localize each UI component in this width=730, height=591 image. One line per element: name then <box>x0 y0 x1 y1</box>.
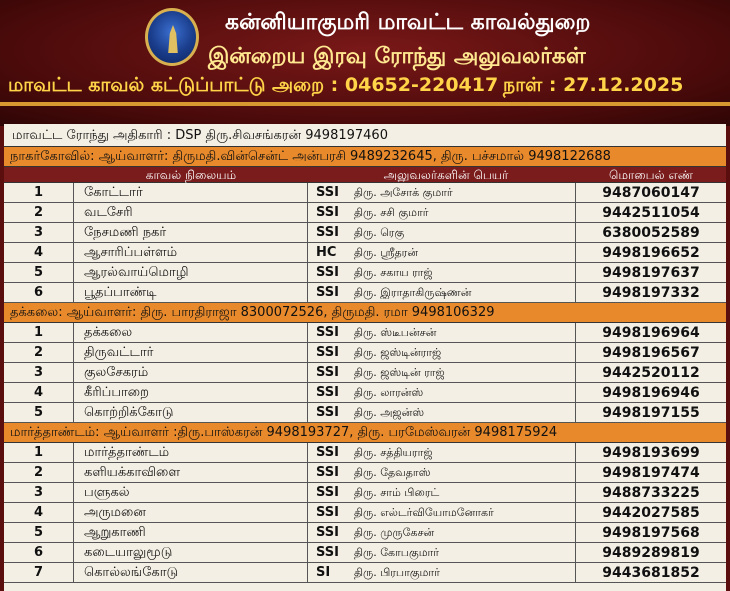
row-number: 2 <box>4 203 74 222</box>
officer-name: திரு. சாம் பிரைட் <box>354 486 440 499</box>
officer-cell <box>308 523 576 542</box>
police-station-name: தக்கலை <box>74 323 308 342</box>
officer-rank: SSI <box>316 545 339 560</box>
officer-cell <box>308 343 576 362</box>
table-row <box>4 363 726 383</box>
mobile-number: 9498196652 <box>602 245 700 261</box>
page-header <box>0 0 730 126</box>
row-number: 2 <box>4 463 74 482</box>
officer-name: திரு. தேவதாஸ் <box>354 466 431 479</box>
column-header-phone: மொபைல் எண் <box>609 168 693 182</box>
mobile-number: 9488733225 <box>602 485 700 501</box>
officer-cell <box>308 323 576 342</box>
district-police-title: கன்னியாகுமரி மாவட்ட காவல்துறை <box>225 10 591 35</box>
officer-cell <box>308 283 576 302</box>
officer-cell <box>308 563 576 582</box>
table-row <box>4 203 726 223</box>
police-station-name: கோட்டார் <box>74 183 308 202</box>
row-number: 4 <box>4 383 74 402</box>
officer-rank: SSI <box>316 525 339 540</box>
officer-cell <box>308 543 576 562</box>
mobile-number: 9498196567 <box>602 345 700 361</box>
officer-name: திரு. அஜன்ஸ் <box>354 406 425 419</box>
officer-name: திரு. சகாய ராஜ் <box>354 266 433 279</box>
police-station-name: வடசேரி <box>74 203 308 222</box>
officer-name: திரு. சசி குமார் <box>354 206 429 219</box>
police-station-name: கீரிப்பாறை <box>74 383 308 402</box>
officer-name: திரு. ஸ்ரீதரன் <box>354 246 419 259</box>
row-number: 4 <box>4 503 74 522</box>
officer-name: திரு. ஜஸ்டின்ராஜ் <box>354 346 442 359</box>
table-row <box>4 383 726 403</box>
officer-rank: SSI <box>316 505 339 520</box>
officer-cell <box>308 443 576 462</box>
officer-rank: SSI <box>316 485 339 500</box>
temple-tower-icon <box>165 25 181 53</box>
officer-name: திரு. இராதாகிருஷ்ணன் <box>354 286 472 299</box>
row-number: 4 <box>4 243 74 262</box>
row-number: 3 <box>4 483 74 502</box>
officer-cell <box>308 223 576 242</box>
officer-name: திரு. அசோக் குமார் <box>354 186 453 199</box>
police-station-name: ஆசாரிப்பள்ளம் <box>74 243 308 262</box>
report-date: நாள் : 27.12.2025 <box>503 74 684 96</box>
officer-rank: SSI <box>316 205 339 220</box>
officer-name: திரு. முருகேசன் <box>354 526 435 539</box>
officer-name: திரு. பிரபாகுமார் <box>354 566 440 579</box>
mobile-number: 9498193699 <box>602 445 700 461</box>
column-header-officer: அலுவலர்களின் பெயர் <box>383 168 509 182</box>
officer-rank: SSI <box>316 225 339 240</box>
mobile-number: 9489289819 <box>602 545 700 561</box>
officer-rank: SSI <box>316 385 339 400</box>
patrol-table <box>4 124 726 591</box>
mobile-number: 9498196946 <box>602 385 700 401</box>
police-emblem-icon <box>145 8 199 66</box>
police-station-name: மார்த்தாண்டம் <box>74 443 308 462</box>
row-number: 6 <box>4 283 74 302</box>
officer-cell <box>308 263 576 282</box>
officer-cell <box>308 483 576 502</box>
police-station-name: பூதப்பாண்டி <box>74 283 308 302</box>
police-station-name: ஆறுகாணி <box>74 523 308 542</box>
officer-name: திரு. ஜஸ்டின் ராஜ் <box>354 366 445 379</box>
officer-rank: SSI <box>316 325 339 340</box>
row-number: 6 <box>4 543 74 562</box>
officer-cell <box>308 203 576 222</box>
mobile-number: 9443681852 <box>602 565 700 581</box>
officer-rank: HC <box>316 245 337 260</box>
officer-cell <box>308 183 576 202</box>
table-row <box>4 443 726 463</box>
section-header: தக்கலை: ஆய்வாளர்: திரு. பாரதிராஜா 8300072526, திருமதி. ரமா 9498106329 <box>4 303 726 323</box>
row-number: 5 <box>4 403 74 422</box>
control-room-line <box>8 74 728 99</box>
row-number: 5 <box>4 523 74 542</box>
police-station-name: ஆரல்வாய்மொழி <box>74 263 308 282</box>
table-row <box>4 403 726 423</box>
officer-cell <box>308 383 576 402</box>
police-station-name: பளுகல் <box>74 483 308 502</box>
column-header-station: காவல் நிலையம் <box>145 168 237 182</box>
table-row <box>4 543 726 563</box>
row-number: 1 <box>4 443 74 462</box>
police-station-name: குலசேகரம் <box>74 363 308 382</box>
table-row <box>4 263 726 283</box>
officer-rank: SSI <box>316 445 339 460</box>
row-number: 5 <box>4 263 74 282</box>
officer-rank: SSI <box>316 265 339 280</box>
row-number: 1 <box>4 323 74 342</box>
police-station-name: களியக்காவிளை <box>74 463 308 482</box>
night-patrol-title: இன்றைய இரவு ரோந்து அலுவலர்கள் <box>208 44 586 69</box>
table-row <box>4 243 726 263</box>
table-row <box>4 343 726 363</box>
table-row <box>4 503 726 523</box>
officer-cell <box>308 503 576 522</box>
officer-cell <box>308 403 576 422</box>
officer-rank: SSI <box>316 185 339 200</box>
mobile-number: 9442511054 <box>602 205 700 221</box>
mobile-number: 9498197332 <box>602 285 700 301</box>
table-row <box>4 223 726 243</box>
officer-name: திரு. லாரன்ஸ் <box>354 386 424 399</box>
mobile-number: 9498197474 <box>602 465 700 481</box>
row-number: 7 <box>4 563 74 582</box>
officer-cell <box>308 363 576 382</box>
section-header: மார்த்தாண்டம்: ஆய்வாளர் :திரு.பாஸ்கரன் 9498193727, திரு. பரமேஸ்வரன் 9498175924 <box>4 423 726 443</box>
column-header-row <box>4 167 726 183</box>
officer-cell <box>308 463 576 482</box>
control-room-number: மாவட்ட காவல் கட்டுப்பாட்டு அறை : 04652-220417 <box>8 74 499 96</box>
mobile-number: 9498197637 <box>602 265 700 281</box>
officer-rank: SSI <box>316 465 339 480</box>
police-station-name: கொற்றிக்கோடு <box>74 403 308 422</box>
table-row <box>4 563 726 583</box>
officer-rank: SSI <box>316 405 339 420</box>
row-number: 2 <box>4 343 74 362</box>
table-row <box>4 463 726 483</box>
officer-rank: SSI <box>316 285 339 300</box>
officer-name: திரு. ஸ்டீபன்சன் <box>354 326 437 339</box>
table-row <box>4 483 726 503</box>
section-header: நாகர்கோவில்: ஆய்வாளர்: திருமதி.வின்சென்ட் அன்பரசி 9489232645, திரு. பச்சமால் 9498122688 <box>4 147 726 167</box>
mobile-number: 9498197155 <box>602 405 700 421</box>
mobile-number: 9487060147 <box>602 185 700 201</box>
mobile-number: 9442520112 <box>602 365 700 381</box>
table-row <box>4 323 726 343</box>
police-station-name: கடையாலுமூடு <box>74 543 308 562</box>
officer-cell <box>308 243 576 262</box>
table-row <box>4 183 726 203</box>
dsp-officer-row: மாவட்ட ரோந்து அதிகாரி : DSP திரு.சிவசங்கரன் 9498197460 <box>4 124 726 147</box>
officer-name: திரு. எல்டர்வியோமனோகர் <box>354 506 494 519</box>
police-station-name: அருமனை <box>74 503 308 522</box>
officer-name: திரு. கோபகுமார் <box>354 546 440 559</box>
mobile-number: 6380052589 <box>602 225 700 241</box>
row-number: 3 <box>4 363 74 382</box>
row-number: 3 <box>4 223 74 242</box>
officer-rank: SSI <box>316 345 339 360</box>
officer-name: திரு. சத்தியராஜ் <box>354 446 433 459</box>
mobile-number: 9442027585 <box>602 505 700 521</box>
officer-name: திரு. ரெகு <box>354 226 405 239</box>
police-station-name: திருவட்டார் <box>74 343 308 362</box>
police-station-name: கொல்லங்கோடு <box>74 563 308 582</box>
mobile-number: 9498197568 <box>602 525 700 541</box>
table-row <box>4 283 726 303</box>
police-station-name: நேசமணி நகர் <box>74 223 308 242</box>
header-divider <box>0 102 730 106</box>
column-header-num <box>4 167 74 182</box>
mobile-number: 9498196964 <box>602 325 700 341</box>
table-row <box>4 523 726 543</box>
row-number: 1 <box>4 183 74 202</box>
officer-rank: SI <box>316 565 331 580</box>
officer-rank: SSI <box>316 365 339 380</box>
